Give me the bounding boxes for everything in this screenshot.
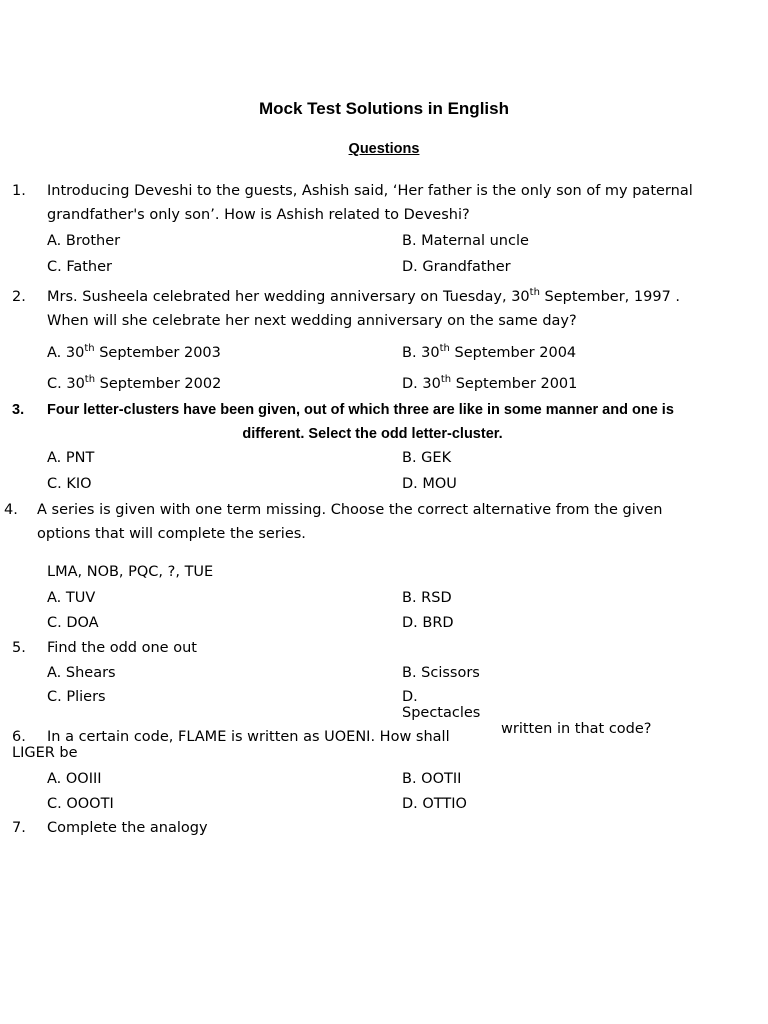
question-text: A series is given with one term missing. Choose the correct alternative from the given — [37, 502, 663, 518]
option-d: D. — [402, 689, 418, 705]
option-b: B. Maternal uncle — [402, 233, 529, 249]
question-number: 7. — [12, 820, 26, 836]
question-text: Introducing Deveshi to the guests, Ashish said, ‘Her father is the only son of my paternal — [47, 183, 693, 199]
question-text: Four letter-clusters have been given, out of which three are like in some manner and one is — [47, 402, 674, 418]
option-c: C. OOOTI — [47, 796, 114, 812]
question-text: Complete the analogy — [47, 820, 208, 836]
option-b: B. RSD — [402, 590, 452, 606]
option-c: C. DOA — [47, 615, 99, 631]
question-text: In a certain code, FLAME is written as UOENI. How shall — [47, 729, 450, 745]
option-b: B. 30th September 2004 — [402, 343, 577, 361]
option-a: A. 30th September 2003 — [47, 343, 221, 361]
question-number: 4. — [4, 502, 18, 518]
option-d: D. BRD — [402, 615, 454, 631]
option-b: B. GEK — [402, 450, 452, 466]
option-a: A. OOIII — [47, 771, 102, 787]
option-c: C. 30th September 2002 — [47, 374, 222, 392]
option-c: C. KIO — [47, 476, 92, 492]
question-number: 6. — [12, 729, 26, 745]
question-text: When will she celebrate her next wedding anniversary on the same day? — [47, 313, 577, 329]
option-c: C. Pliers — [47, 689, 106, 705]
question-text: Mrs. Susheela celebrated her wedding anniversary on Tuesday, 30th September, 1997 . — [47, 287, 681, 305]
option-a: A. Brother — [47, 233, 121, 249]
page-title: Mock Test Solutions in English — [259, 99, 509, 118]
option-d: D. MOU — [402, 476, 457, 492]
question-number: 3. — [12, 402, 25, 418]
option-c: C. Father — [47, 259, 112, 275]
question-number: 2. — [12, 289, 26, 305]
series-text: LMA, NOB, PQC, ?, TUE — [47, 564, 214, 580]
option-a: A. PNT — [47, 450, 95, 466]
question-text: Find the odd one out — [47, 640, 197, 656]
question-text-continued: written in that code? — [501, 721, 652, 737]
question-text: grandfather's only son’. How is Ashish related to Deveshi? — [47, 207, 470, 223]
option-d-text: Spectacles — [402, 705, 481, 721]
option-d: D. 30th September 2001 — [402, 374, 578, 392]
question-text: different. Select the odd letter-cluster. — [242, 426, 503, 442]
option-a: A. Shears — [47, 665, 116, 681]
question-text-wrap: LIGER be — [12, 745, 78, 761]
option-d: D. Grandfather — [402, 259, 511, 275]
option-a: A. TUV — [47, 590, 96, 606]
question-number: 1. — [12, 183, 26, 199]
question-text: options that will complete the series. — [37, 526, 306, 542]
option-b: B. OOTII — [402, 771, 462, 787]
option-b: B. Scissors — [402, 665, 480, 681]
question-number: 5. — [12, 640, 26, 656]
page-subtitle: Questions — [348, 141, 420, 157]
option-d: D. OTTIO — [402, 796, 467, 812]
